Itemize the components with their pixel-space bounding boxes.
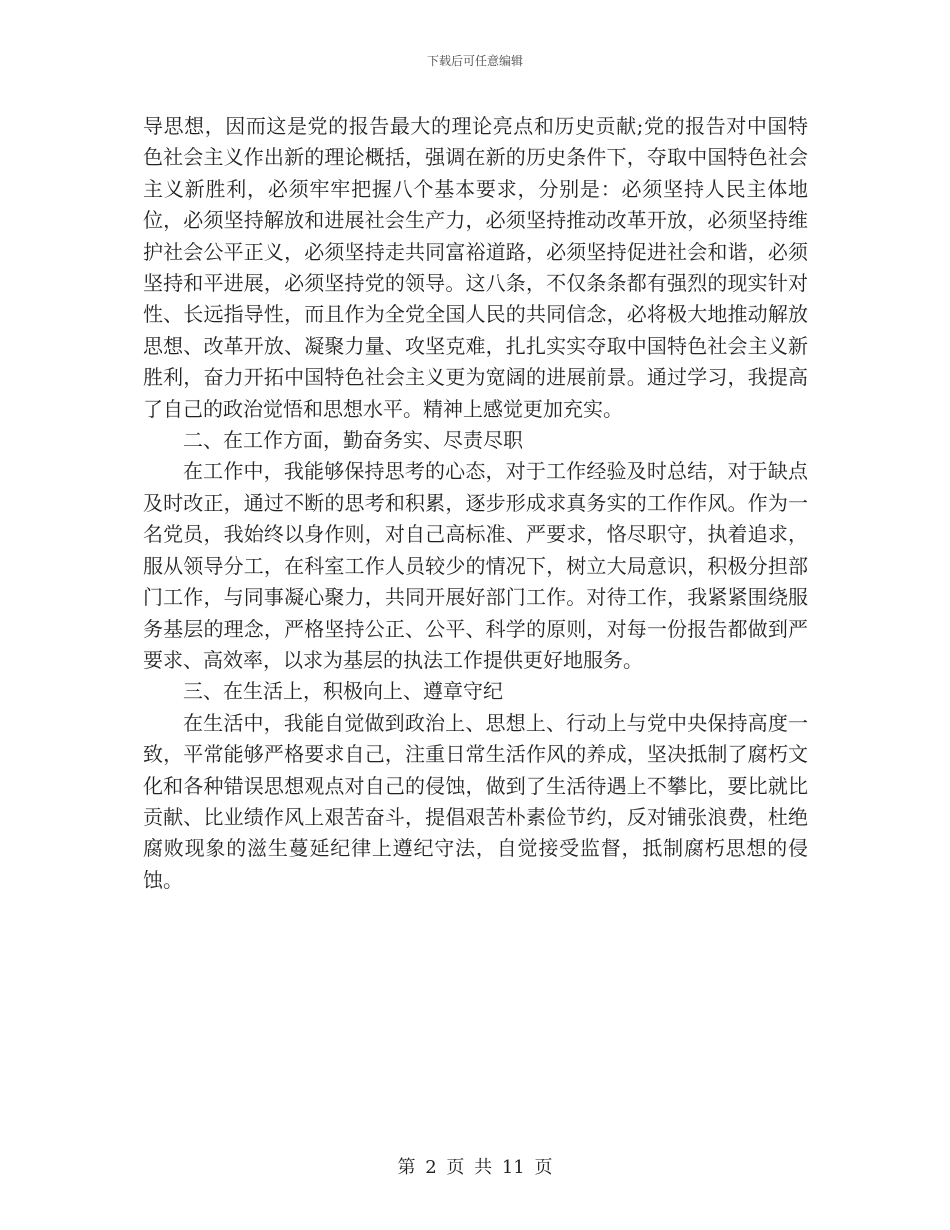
paragraph-work: 在工作中，我能够保持思考的心态，对于工作经验及时总结，对于缺点及时改正，通过不断的思考和积累，逐步形成求真务实的工作作风。作为一名党员，我始终以身作则，对自己高标准、严要求，恪尽职守，执着追求，服从领导分工，在科室工作人员较少的情况下，树立大局意识，积极分担部门工作，与同事凝心聚力，共同开展好部门工作。对待工作，我紧紧围绕服务基层的理念，严格坚持公正、公平、科学的原则，对每一份报告都做到严要求、高效率，以求为基层的执法工作提供更好地服务。	[143, 459, 808, 672]
section-heading-work: 二、在工作方面，勤奋务实、尽责尽职	[183, 428, 523, 453]
document-body	[143, 111, 808, 896]
page-header-note: 下载后可任意编辑	[426, 54, 523, 68]
paragraph-life: 在生活中，我能自觉做到政治上、思想上、行动上与党中央保持高度一致，平常能够严格要求自己，注重日常生活作风的养成，坚决抵制了腐朽文化和各种错误思想观点对自己的侵蚀，做到了生活待遇上不攀比，要比就比贡献、比业绩作风上艰苦奋斗，提倡艰苦朴素俭节约，反对铺张浪费，杜绝腐败现象的滋生蔓延纪律上遵纪守法，自觉接受监督，抵制腐朽思想的侵蚀。	[143, 710, 808, 892]
page-number-footer: 第 2 页 共 11 页	[397, 1157, 553, 1178]
section-heading-life: 三、在生活上，积极向上、遵章守纪	[183, 679, 503, 704]
paragraph-theory-continuation: 导思想，因而这是党的报告最大的理论亮点和历史贡献;党的报告对中国特色社会主义作出新的理论概括，强调在新的历史条件下，夺取中国特色社会主义新胜利，必须牢牢把握八个基本要求，分别是：必须坚持人民主体地位，必须坚持解放和进展社会生产力，必须坚持推动改革开放，必须坚持维护社会公平正义，必须坚持走共同富裕道路，必须坚持促进社会和谐，必须坚持和平进展，必须坚持党的领导。这八条，不仅条条都有强烈的现实针对性、长远指导性，而且作为全党全国人民的共同信念，必将极大地推动解放思想、改革开放、凝聚力量、攻坚克难，扎扎实实夺取中国特色社会主义新胜利，奋力开拓中国特色社会主义更为宽阔的进展前景。通过学习，我提高了自己的政治觉悟和思想水平。精神上感觉更加充实。	[143, 114, 808, 421]
